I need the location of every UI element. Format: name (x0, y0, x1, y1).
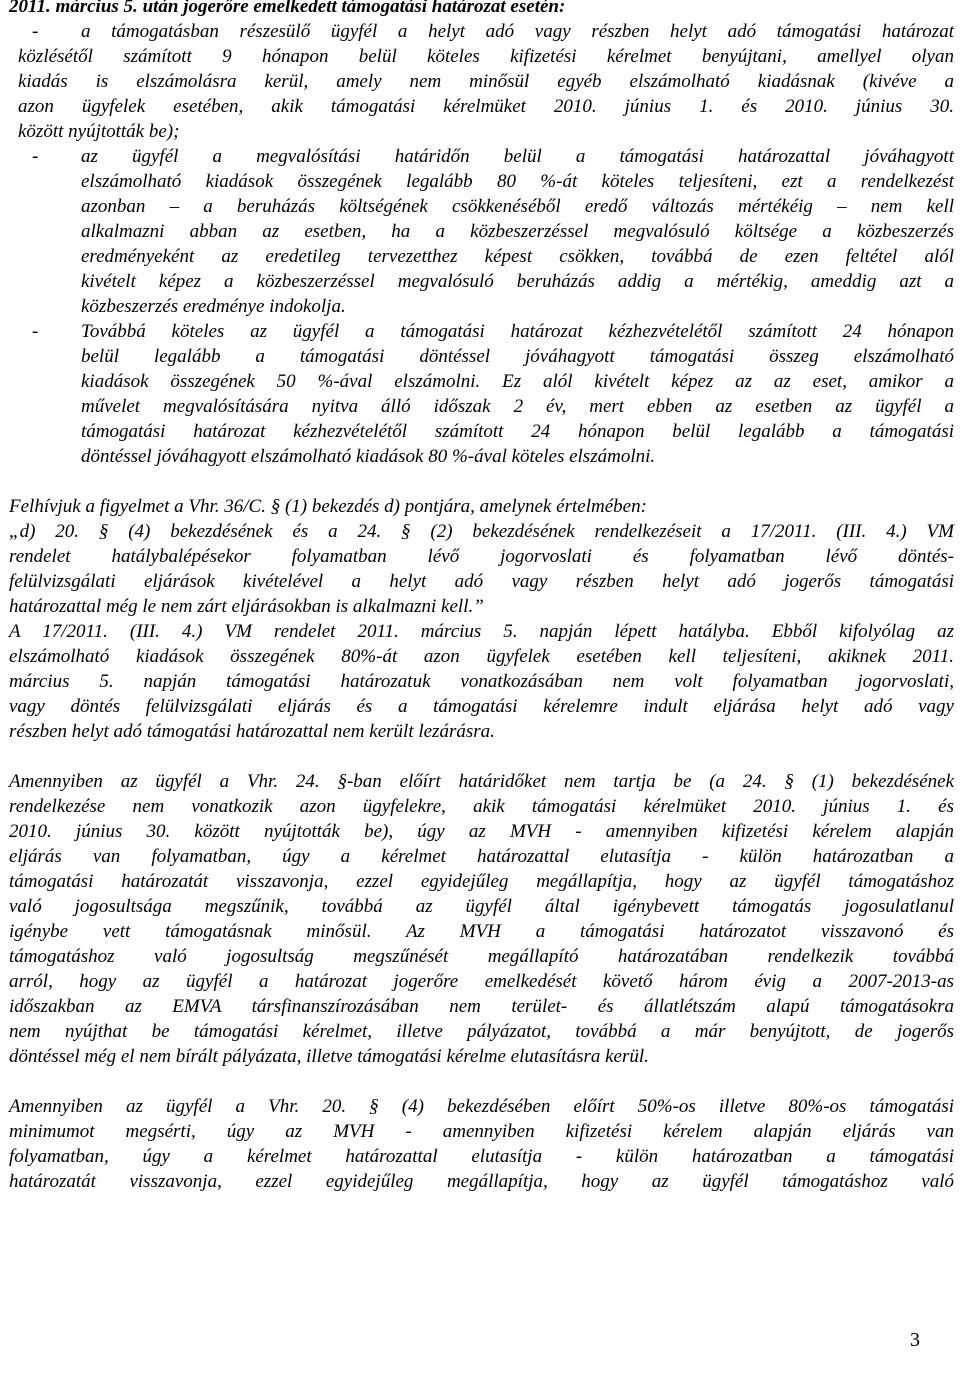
paragraph-line: támogatáshoz való jogosultság megszűnését megállapító határozatában rendelkezik továbbá (9, 946, 954, 967)
list-dash: - (32, 321, 39, 342)
list-line: azonban – a beruházás költségének csökkenéséből eredő változás mértékéig – nem kell (81, 196, 954, 217)
paragraph-line: arról, hogy az ügyfél a határozat jogerőre emelkedését követő három évig a 2007-2013-as (9, 971, 954, 992)
paragraph-line: részben helyt adó támogatási határozattal nem került lezárásra. (9, 721, 495, 742)
paragraph-line: támogatási határozatát visszavonja, ezzel egyidejűleg megállapítja, hogy az ügyfél támogatáshoz (9, 871, 954, 892)
list-line: közlésétől számított 9 hónapon belül köteles kifizetési kérelmet benyújtani, amellyel olyan (18, 46, 954, 67)
list-line: kiadás is elszámolásra kerül, amely nem minősül egyéb elszámolható kiadásnak (kivéve a (18, 71, 954, 92)
paragraph-line: döntéssel még el nem bírált pályázata, illetve támogatási kérelme elutasításra kerül. (9, 1046, 649, 1067)
list-item (9, 144, 954, 319)
heading-text: után jogerőre emelkedett támogatási határozat esetén: (137, 0, 566, 17)
list-line: kivételt képez a közbeszerzéssel megvalósuló beruházás addig a mértékig, ameddig azt a (81, 271, 954, 292)
paragraph-line: A 17/2011. (III. 4.) VM rendelet 2011. március 5. napján lépett hatályba. Ebből kifolyólag az (9, 621, 954, 642)
paragraph-line: folyamatban, úgy a kérelmet határozattal elutasítja - külön határozatban a támogatási (9, 1146, 954, 1167)
list-line: belül legalább a támogatási döntéssel jóváhagyott támogatási összeg elszámolható (81, 346, 954, 367)
list-line: közbeszerzés eredménye indokolja. (81, 296, 346, 317)
paragraph-line: nem nyújthat be támogatási kérelmet, illetve pályázatot, továbbá a már benyújtott, de jogerős (9, 1021, 954, 1042)
paragraph-line: felülvizsgálati eljárások kivételével a helyt adó vagy részben helyt adó jogerős támogatási (9, 571, 954, 592)
list-line: Továbbá köteles az ügyfél a támogatási határozat kézhezvételétől számított 24 hónapon (81, 321, 954, 342)
paragraph-line: igénybe vett támogatásnak minősül. Az MVH a támogatási határozatot visszavonó és (9, 921, 954, 942)
list-line: döntéssel jóváhagyott elszámolható kiadások 80 %-ával köteles elszámolni. (81, 446, 656, 467)
paragraph-line: határozattal még le nem zárt eljárásokban is alkalmazni kell.” (9, 596, 484, 617)
list-line: eredményeként az eredetileg tervezetthez képest csökken, továbbá de ezen feltétel alól (81, 246, 954, 267)
list-line: azon ügyfelek esetében, akik támogatási kérelmüket 2010. június 1. és 2010. június 30. (18, 96, 954, 117)
list-line: elszámolható kiadások összegének legalább 80 %-át köteles teljesíteni, ezt a rendelkezést (81, 171, 954, 192)
paragraph-line: eljárás van folyamatban, úgy a kérelmet határozattal elutasítja - külön határozatban a (9, 846, 954, 867)
paragraph-line: március 5. napján támogatási határozatuk vonatkozásában nem volt folyamatban jogorvoslati, (9, 671, 954, 692)
list-line: között nyújtották be); (18, 121, 180, 142)
paragraph-line: Amennyiben az ügyfél a Vhr. 20. § (4) bekezdésében előírt 50%-os illetve 80%-os támogatási (9, 1096, 954, 1117)
list-item-continuation (0, 44, 954, 144)
paragraph-vhr-20 (9, 1094, 954, 1194)
paragraph-vhr-24 (9, 769, 954, 1069)
page-number: 3 (910, 1329, 920, 1351)
requirements-list (9, 19, 954, 469)
paragraph-line: rendelkezése nem vonatkozik azon ügyfelekre, akik támogatási kérelmüket 2010. június 1. és (9, 796, 954, 817)
list-line: kiadások összegének 50 %-ával elszámolni. Ez alól kivételt képez az az eset, amikor a (81, 371, 954, 392)
paragraph-line: vagy döntés felülvizsgálati eljárás és a támogatási kérelemre indult eljárása helyt adó vagy (9, 696, 954, 717)
list-line: támogatási határozat kézhezvételétől számított 24 hónapon belül legalább a támogatási (81, 421, 954, 442)
list-item (9, 19, 954, 44)
section-heading (9, 0, 954, 19)
list-item (9, 319, 954, 469)
list-line: alkalmazni abban az esetben, ha a közbeszerzéssel megvalósuló költsége a közbeszerzés (81, 221, 954, 242)
paragraph-line: időszakban az EMVA társfinanszírozásában nem terület- és állatlétszám alapú támogatásokra (9, 996, 954, 1017)
paragraph-line: 2010. június 30. között nyújtották be), úgy az MVH - amennyiben kifizetési kérelem alapján (9, 821, 954, 842)
paragraph-vhr-36c (9, 494, 954, 744)
list-line: az ügyfél a megvalósítási határidőn belül a támogatási határozattal jóváhagyott (81, 146, 954, 167)
paragraph-line: való jogosultsága megszűnik, továbbá az ügyfél által igénybevett támogatás jogosulatlanul (9, 896, 954, 917)
heading-date: 2011. március 5. (9, 0, 138, 17)
paragraph-line: Felhívjuk a figyelmet a Vhr. 36/C. § (1) bekezdés d) pontjára, amelynek értelmében: (9, 496, 647, 517)
paragraph-line: „d) 20. § (4) bekezdésének és a 24. § (2) bekezdésének rendelkezéseit a 17/2011. (III. 4.) VM (9, 521, 954, 542)
paragraph-line: rendelet hatálybalépésekor folyamatban lévő jogorvoslati és folyamatban lévő döntés- (9, 546, 954, 567)
paragraph-line: elszámolható kiadások összegének 80%-át azon ügyfelek esetében kell teljesíteni, akiknek 2011. (9, 646, 954, 667)
paragraph-line: Amennyiben az ügyfél a Vhr. 24. §-ban előírt határidőket nem tartja be (a 24. § (1) bekezdésének (9, 771, 954, 792)
paragraph-line: minimumot megsérti, úgy az MVH - amennyiben kifizetési kérelem alapján eljárás van (9, 1121, 954, 1142)
list-line: a támogatásban részesülő ügyfél a helyt adó vagy részben helyt adó támogatási határozat (81, 21, 954, 42)
list-line: művelet megvalósítására nyitva álló időszak 2 év, mert ebben az esetben az ügyfél a (81, 396, 954, 417)
paragraph-line: határozatát visszavonja, ezzel egyidejűleg megállapítja, hogy az ügyfél támogatáshoz való (9, 1171, 954, 1192)
list-dash: - (32, 146, 39, 167)
list-dash: - (32, 21, 39, 42)
